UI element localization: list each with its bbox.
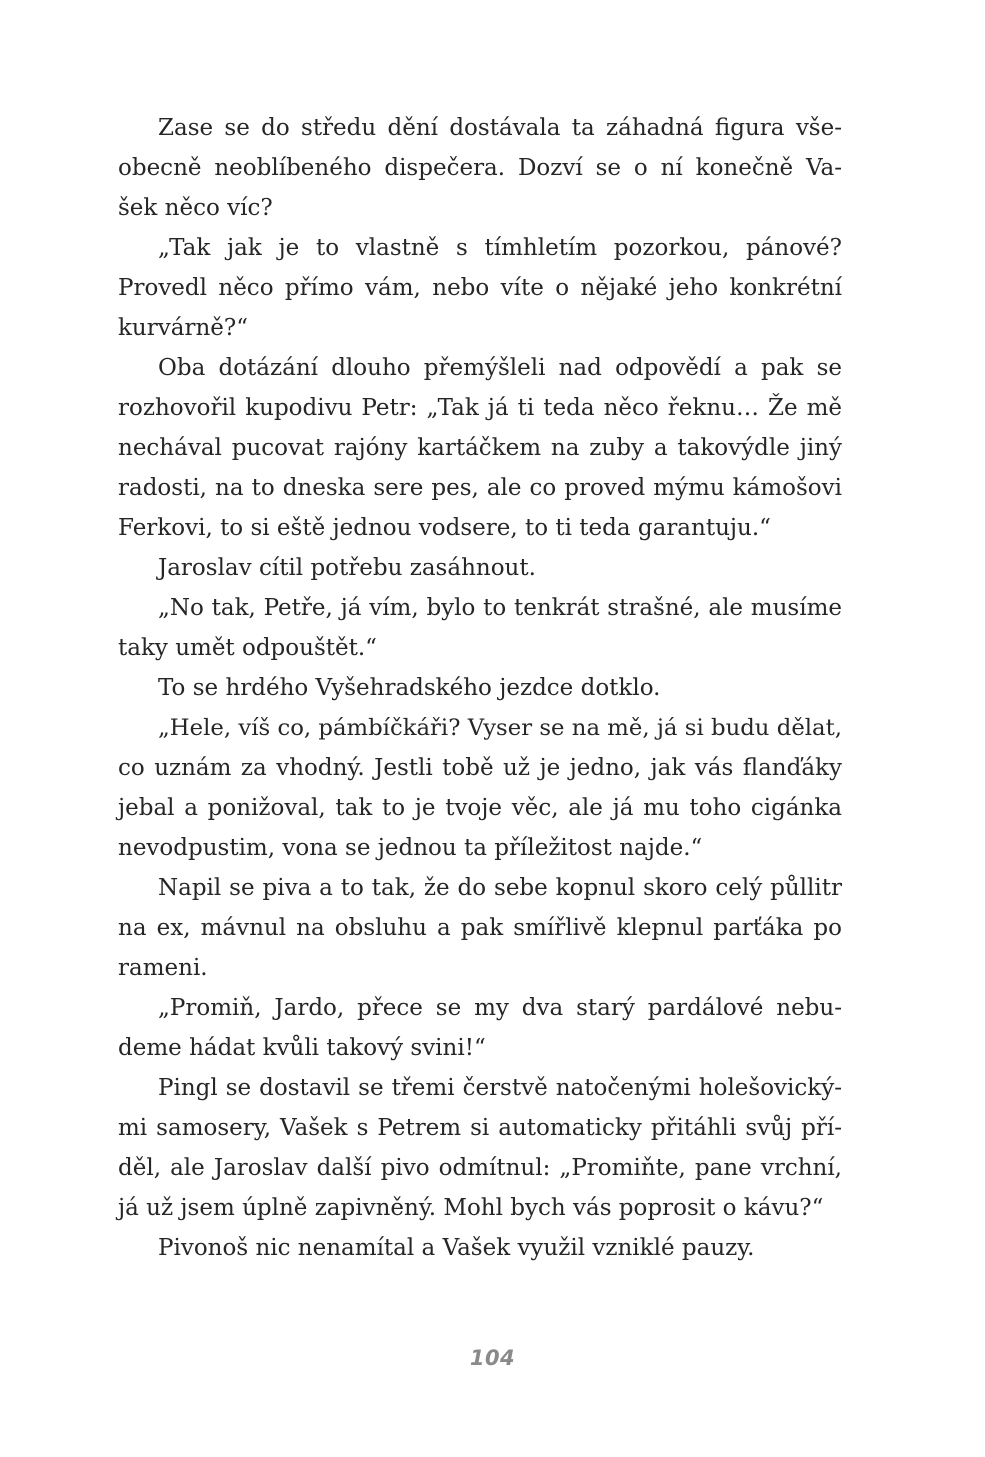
- text-line: nechával pucovat rajóny kartáčkem na zuby a takovýdle jiný: [118, 435, 842, 461]
- text-line: nevodpustim, vona se jednou ta příležitost najde.“: [118, 835, 703, 861]
- text-line: „No tak, Petře, já vím, bylo to tenkrát strašné, ale musíme: [158, 595, 842, 621]
- page-number: 104: [469, 1346, 516, 1370]
- text-line: Oba dotázání dlouho přemýšleli nad odpovědí a pak se: [158, 355, 842, 381]
- text-line: kurvárně?“: [118, 315, 248, 341]
- text-line: šek něco víc?: [118, 195, 273, 221]
- text-line: taky umět odpouštět.“: [118, 635, 377, 661]
- text-line: já už jsem úplně zapivněný. Mohl bych vás poprosit o kávu?“: [118, 1195, 824, 1221]
- text-line: Ferkovi, to si eště jednou vodsere, to ti teda garantuju.“: [118, 515, 771, 541]
- text-line: Pingl se dostavil se třemi čerstvě natočenými holešovický-: [158, 1075, 842, 1101]
- text-line: Zase se do středu dění dostávala ta záhadná figura vše-: [158, 115, 842, 141]
- text-line: Jaroslav cítil potřebu zasáhnout.: [158, 555, 536, 581]
- text-line: co uznám za vhodný. Jestli tobě už je jedno, jak vás flanďáky: [118, 755, 842, 781]
- text-line: jebal a ponižoval, tak to je tvoje věc, ale já mu toho cigánka: [118, 795, 842, 821]
- text-line: Provedl něco přímo vám, nebo víte o nějaké jeho konkrétní: [118, 275, 842, 301]
- text-line: „Tak jak je to vlastně s tímhletím pozorkou, pánové?: [158, 235, 842, 261]
- text-line: obecně neoblíbeného dispečera. Dozví se o ní konečně Va-: [118, 155, 842, 181]
- text-line: To se hrdého Vyšehradského jezdce dotklo.: [158, 675, 661, 701]
- text-line: radosti, na to dneska sere pes, ale co proved mýmu kámošovi: [118, 475, 842, 501]
- body-text: [118, 108, 842, 1268]
- text-line: děl, ale Jaroslav další pivo odmítnul: „Promiňte, pane vrchní,: [118, 1155, 842, 1181]
- text-line: deme hádat kvůli takový svini!“: [118, 1035, 486, 1061]
- text-line: Napil se piva a to tak, že do sebe kopnul skoro celý půllitr: [158, 875, 842, 901]
- text-line: na ex, mávnul na obsluhu a pak smířlivě klepnul parťáka po: [118, 915, 842, 941]
- text-line: mi samosery, Vašek s Petrem si automaticky přitáhli svůj pří-: [118, 1115, 842, 1141]
- text-line: „Hele, víš co, pámbíčkáři? Vyser se na mě, já si budu dělat,: [158, 715, 842, 741]
- text-line: Pivonoš nic nenamítal a Vašek využil vzniklé pauzy.: [158, 1235, 755, 1261]
- text-line: „Promiň, Jardo, přece se my dva starý pardálové nebu-: [158, 995, 842, 1021]
- text-line: rozhovořil kupodivu Petr: „Tak já ti teda něco řeknu… Že mě: [118, 395, 842, 421]
- text-line: rameni.: [118, 955, 208, 981]
